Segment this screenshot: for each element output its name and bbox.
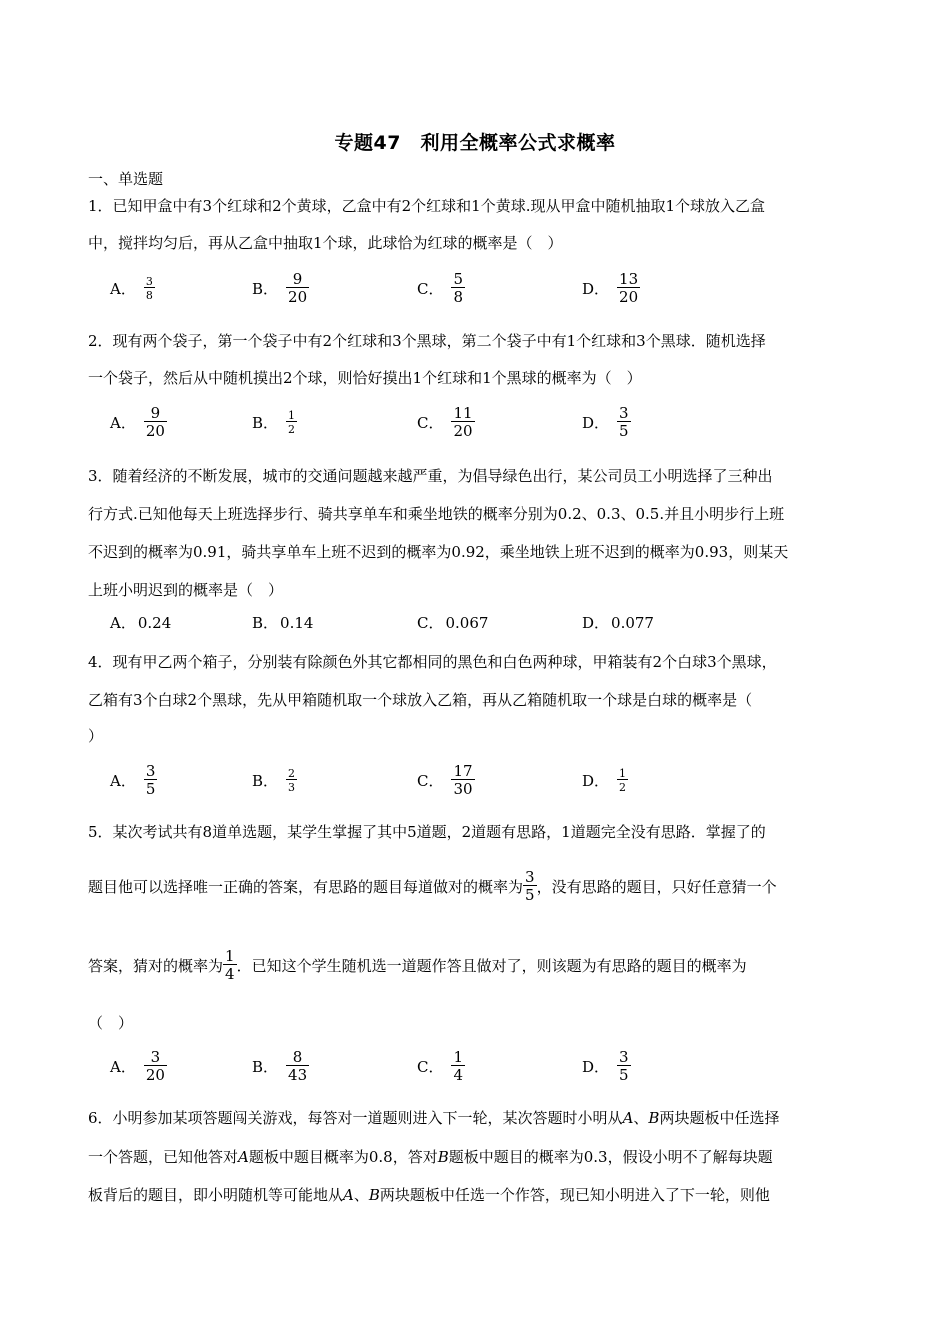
q6-line-3: 板背后的题目，即小明随机等可能地从A、B两块题板中任选一个作答，现已知小明进入了下一轮，则他	[88, 1186, 770, 1204]
q2-line-1: 2．现有两个袋子，第一个袋子中有2个红球和3个黑球，第二个袋子中有1个红球和3个黑球．随机选择	[88, 332, 766, 350]
q3-line-3: 不迟到的概率为0.91，骑共享单车上班不迟到的概率为0.92，乘坐地铁上班不迟到的概率为0.93，则某天	[88, 543, 789, 561]
q5-line-1: 5．某次考试共有8道单选题，某学生掌握了其中5道题，2道题有思路，1道题完全没有思路．掌握了的	[88, 823, 766, 841]
page-title: 专题47 利用全概率公式求概率	[334, 132, 616, 154]
q2-option-d: D． $\frac{3}{5}$	[582, 403, 629, 440]
q5-option-b: B． $\frac{8}{43}$	[252, 1047, 308, 1084]
q6-line-1: 6．小明参加某项答题闯关游戏，每答对一道题则进入下一轮，某次答题时小明从A、B两块题板中任选择	[88, 1109, 780, 1127]
q1-option-a: A． $\frac{3}{8}$	[110, 274, 153, 302]
q4-option-a: A． $\frac{3}{5}$	[110, 761, 156, 798]
q4-line-1: 4．现有甲乙两个箱子，分别装有除颜色外其它都相同的黑色和白色两种球，甲箱装有2个白球3个黑球，	[88, 653, 777, 671]
q4-option-c: C． $\frac{17}{30}$	[417, 761, 473, 798]
q5-line-4: （ ）	[88, 1014, 134, 1032]
q6-line-2: 一个答题，已知他答对A题板中题目概率为0.8，答对B题板中题目的概率为0.3，假设小明不了解每块题	[88, 1148, 773, 1166]
q2-option-c: C． $\frac{11}{20}$	[417, 403, 473, 440]
q4-line-2: 乙箱有3个白球2个黑球，先从甲箱随机取一个球放入乙箱，再从乙箱随机取一个球是白球的概率是（	[88, 691, 753, 709]
section-heading: 一、单选题	[88, 170, 164, 188]
q5-option-a: A． $\frac{3}{20}$	[110, 1047, 165, 1084]
q1-line-1: 1．已知甲盒中有3个红球和2个黄球，乙盒中有2个红球和1个黄球.现从甲盒中随机抽取1个球放入乙盒	[88, 197, 766, 215]
q1-option-b: B． $\frac{9}{20}$	[252, 269, 308, 306]
q1-line-2: 中，搅拌均匀后，再从乙盒中抽取1个球，此球恰为红球的概率是（ ）	[88, 234, 563, 252]
q3-line-2: 行方式.已知他每天上班选择步行、骑共享单车和乘坐地铁的概率分别为0.2、0.3、0.5.并且小明步行上班	[88, 505, 785, 523]
q3-option-c: C． 0.067	[417, 613, 489, 632]
q1-option-c: C． $\frac{5}{8}$	[417, 269, 464, 306]
q2-option-a: A． $\frac{9}{20}$	[110, 403, 165, 440]
q2-line-2: 一个袋子，然后从中随机摸出2个球，则恰好摸出1个红球和1个黑球的概率为（ ）	[88, 369, 642, 387]
q4-option-d: D． $\frac{1}{2}$	[582, 766, 627, 794]
q2-option-b: B． $\frac{1}{2}$	[252, 408, 296, 436]
q3-option-b: B． 0.14	[252, 613, 314, 632]
q4-line-3: ）	[88, 727, 104, 745]
q3-line-1: 3．随着经济的不断发展，城市的交通问题越来越严重，为倡导绿色出行，某公司员工小明选择了三种出	[88, 467, 773, 485]
q5-line-2: 题目他可以选择唯一正确的答案，有思路的题目每道做对的概率为 $\frac{3}{5}$ ，没有思路的题目，只好任意猜一个	[88, 867, 777, 904]
q5-option-c: C． $\frac{1}{4}$	[417, 1047, 464, 1084]
q3-option-d: D． 0.077	[582, 613, 654, 632]
q5-option-d: D． $\frac{3}{5}$	[582, 1047, 629, 1084]
q4-option-b: B． $\frac{2}{3}$	[252, 766, 296, 794]
q3-line-4: 上班小明迟到的概率是（ ）	[88, 581, 284, 599]
q1-option-d: D． $\frac{13}{20}$	[582, 269, 639, 306]
q3-option-a: A． 0.24	[110, 613, 172, 632]
q5-line-3: 答案，猜对的概率为 $\frac{1}{4}$ ．已知这个学生随机选一道题作答且做对了，则该题为有思路的题目的概率为	[88, 946, 747, 983]
